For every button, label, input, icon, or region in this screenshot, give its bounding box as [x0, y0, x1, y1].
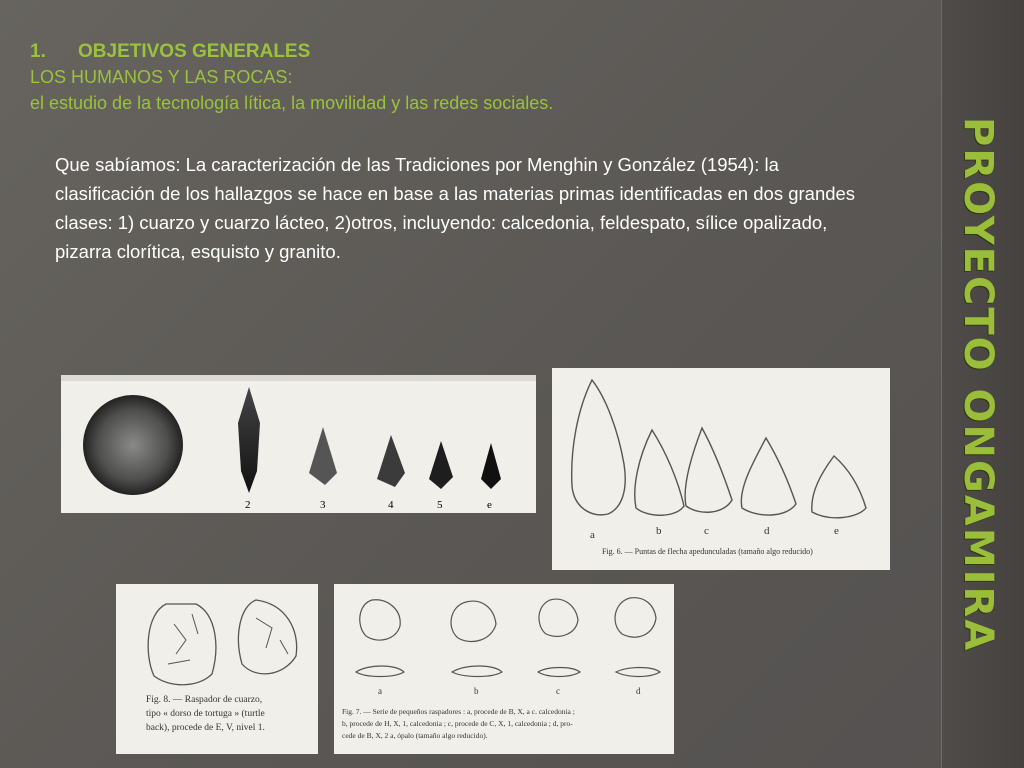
subheading: LOS HUMANOS Y LAS ROCAS: — [30, 67, 293, 87]
arrowhead-b — [635, 430, 684, 515]
fig2-label-d: d — [764, 525, 770, 537]
fig2-caption: Fig. 6. — Puntas de flecha apedunculadas (tamaño algo reducido) — [602, 547, 813, 556]
fig4-label-b: b — [474, 686, 479, 696]
scraper-c-side — [538, 668, 580, 677]
fig1-label-3: 3 — [320, 499, 326, 511]
arrowhead-a — [572, 380, 626, 515]
vertical-title-text: PROYECTO ONGAMIRA — [955, 116, 1001, 653]
scraper-a-top — [360, 600, 400, 640]
scraper-b-side — [452, 666, 502, 677]
fig3-caption-line-3: back), procede de E, V, nivel 1. — [146, 723, 265, 733]
fig2-label-c: c — [704, 525, 709, 537]
figure-small-scrapers-drawing — [334, 584, 674, 754]
point-artifact-5 — [429, 441, 453, 489]
fig1-label-2: 2 — [245, 499, 251, 511]
body-paragraph: Que sabíamos: La caracterización de las Tradiciones por Menghin y González (1954): la clasificación de los hallazgos se hace en base a las materias primas identificadas en dos grandes clases: 1) cuarzo y cuarzo lácteo, 2)otros, incluyendo: calcedonia, feldespato, sílice opalizado, pizarra clorítica, esquisto y granito. — [55, 154, 856, 262]
scraper-view-1 — [148, 604, 216, 685]
figure-arrowheads-drawing — [552, 368, 890, 570]
fig4-caption-line-2: b, procede de H, X, 1, calcedonia ; c, procede de C, X, 1, calcedonia ; d, pro- — [342, 719, 573, 728]
fig4-caption-line-3: cede de B, X, 2 a, ópalo (tamaño algo reducido). — [342, 731, 488, 740]
figure-points-photo — [61, 375, 536, 513]
scraper-b-top — [451, 601, 496, 641]
fig4-label-a: a — [378, 686, 382, 696]
subheading-line-2: el estudio de la tecnología lítica, la movilidad y las redes sociales. — [30, 93, 554, 113]
heading-title-line — [30, 40, 553, 64]
scraper-a-side — [356, 666, 404, 677]
heading-number: 1. — [30, 41, 46, 62]
fig1-label-4: 4 — [388, 499, 394, 511]
vertical-title — [955, 112, 1001, 657]
slide-heading — [30, 40, 553, 116]
scraper-d-side — [616, 668, 660, 677]
scraper-d-top — [615, 598, 656, 637]
scraper-view-2 — [238, 600, 296, 674]
point-artifact-4 — [377, 435, 405, 487]
arrowhead-d — [741, 438, 796, 515]
point-artifact-2 — [238, 387, 260, 493]
fig2-label-b: b — [656, 525, 662, 537]
fig4-label-d: d — [636, 686, 641, 696]
arrowhead-e — [812, 456, 866, 518]
fig4-label-c: c — [556, 686, 560, 696]
scraper-c-top — [539, 599, 578, 636]
fig1-label-e: e — [487, 499, 492, 511]
point-artifact-e — [481, 443, 501, 489]
fig3-caption-line-1: Fig. 8. — Raspador de cuarzo, — [146, 695, 263, 705]
figure-scraper-drawing — [116, 584, 318, 754]
point-artifact-3 — [309, 427, 337, 485]
fig2-label-e: e — [834, 525, 839, 537]
fig1-label-5: 5 — [437, 499, 443, 511]
heading-title: OBJETIVOS GENERALES — [78, 41, 311, 62]
fig3-caption-line-2: tipo « dorso de tortuga » (turtle — [146, 709, 265, 719]
fig4-caption-line-1: Fig. 7. — Serie de pequeños raspadores : a, procede de B, X, a c. calcedonia ; — [342, 707, 575, 716]
disk-artifact — [83, 395, 183, 495]
arrowhead-c — [685, 428, 732, 512]
fig2-label-a: a — [590, 529, 595, 541]
